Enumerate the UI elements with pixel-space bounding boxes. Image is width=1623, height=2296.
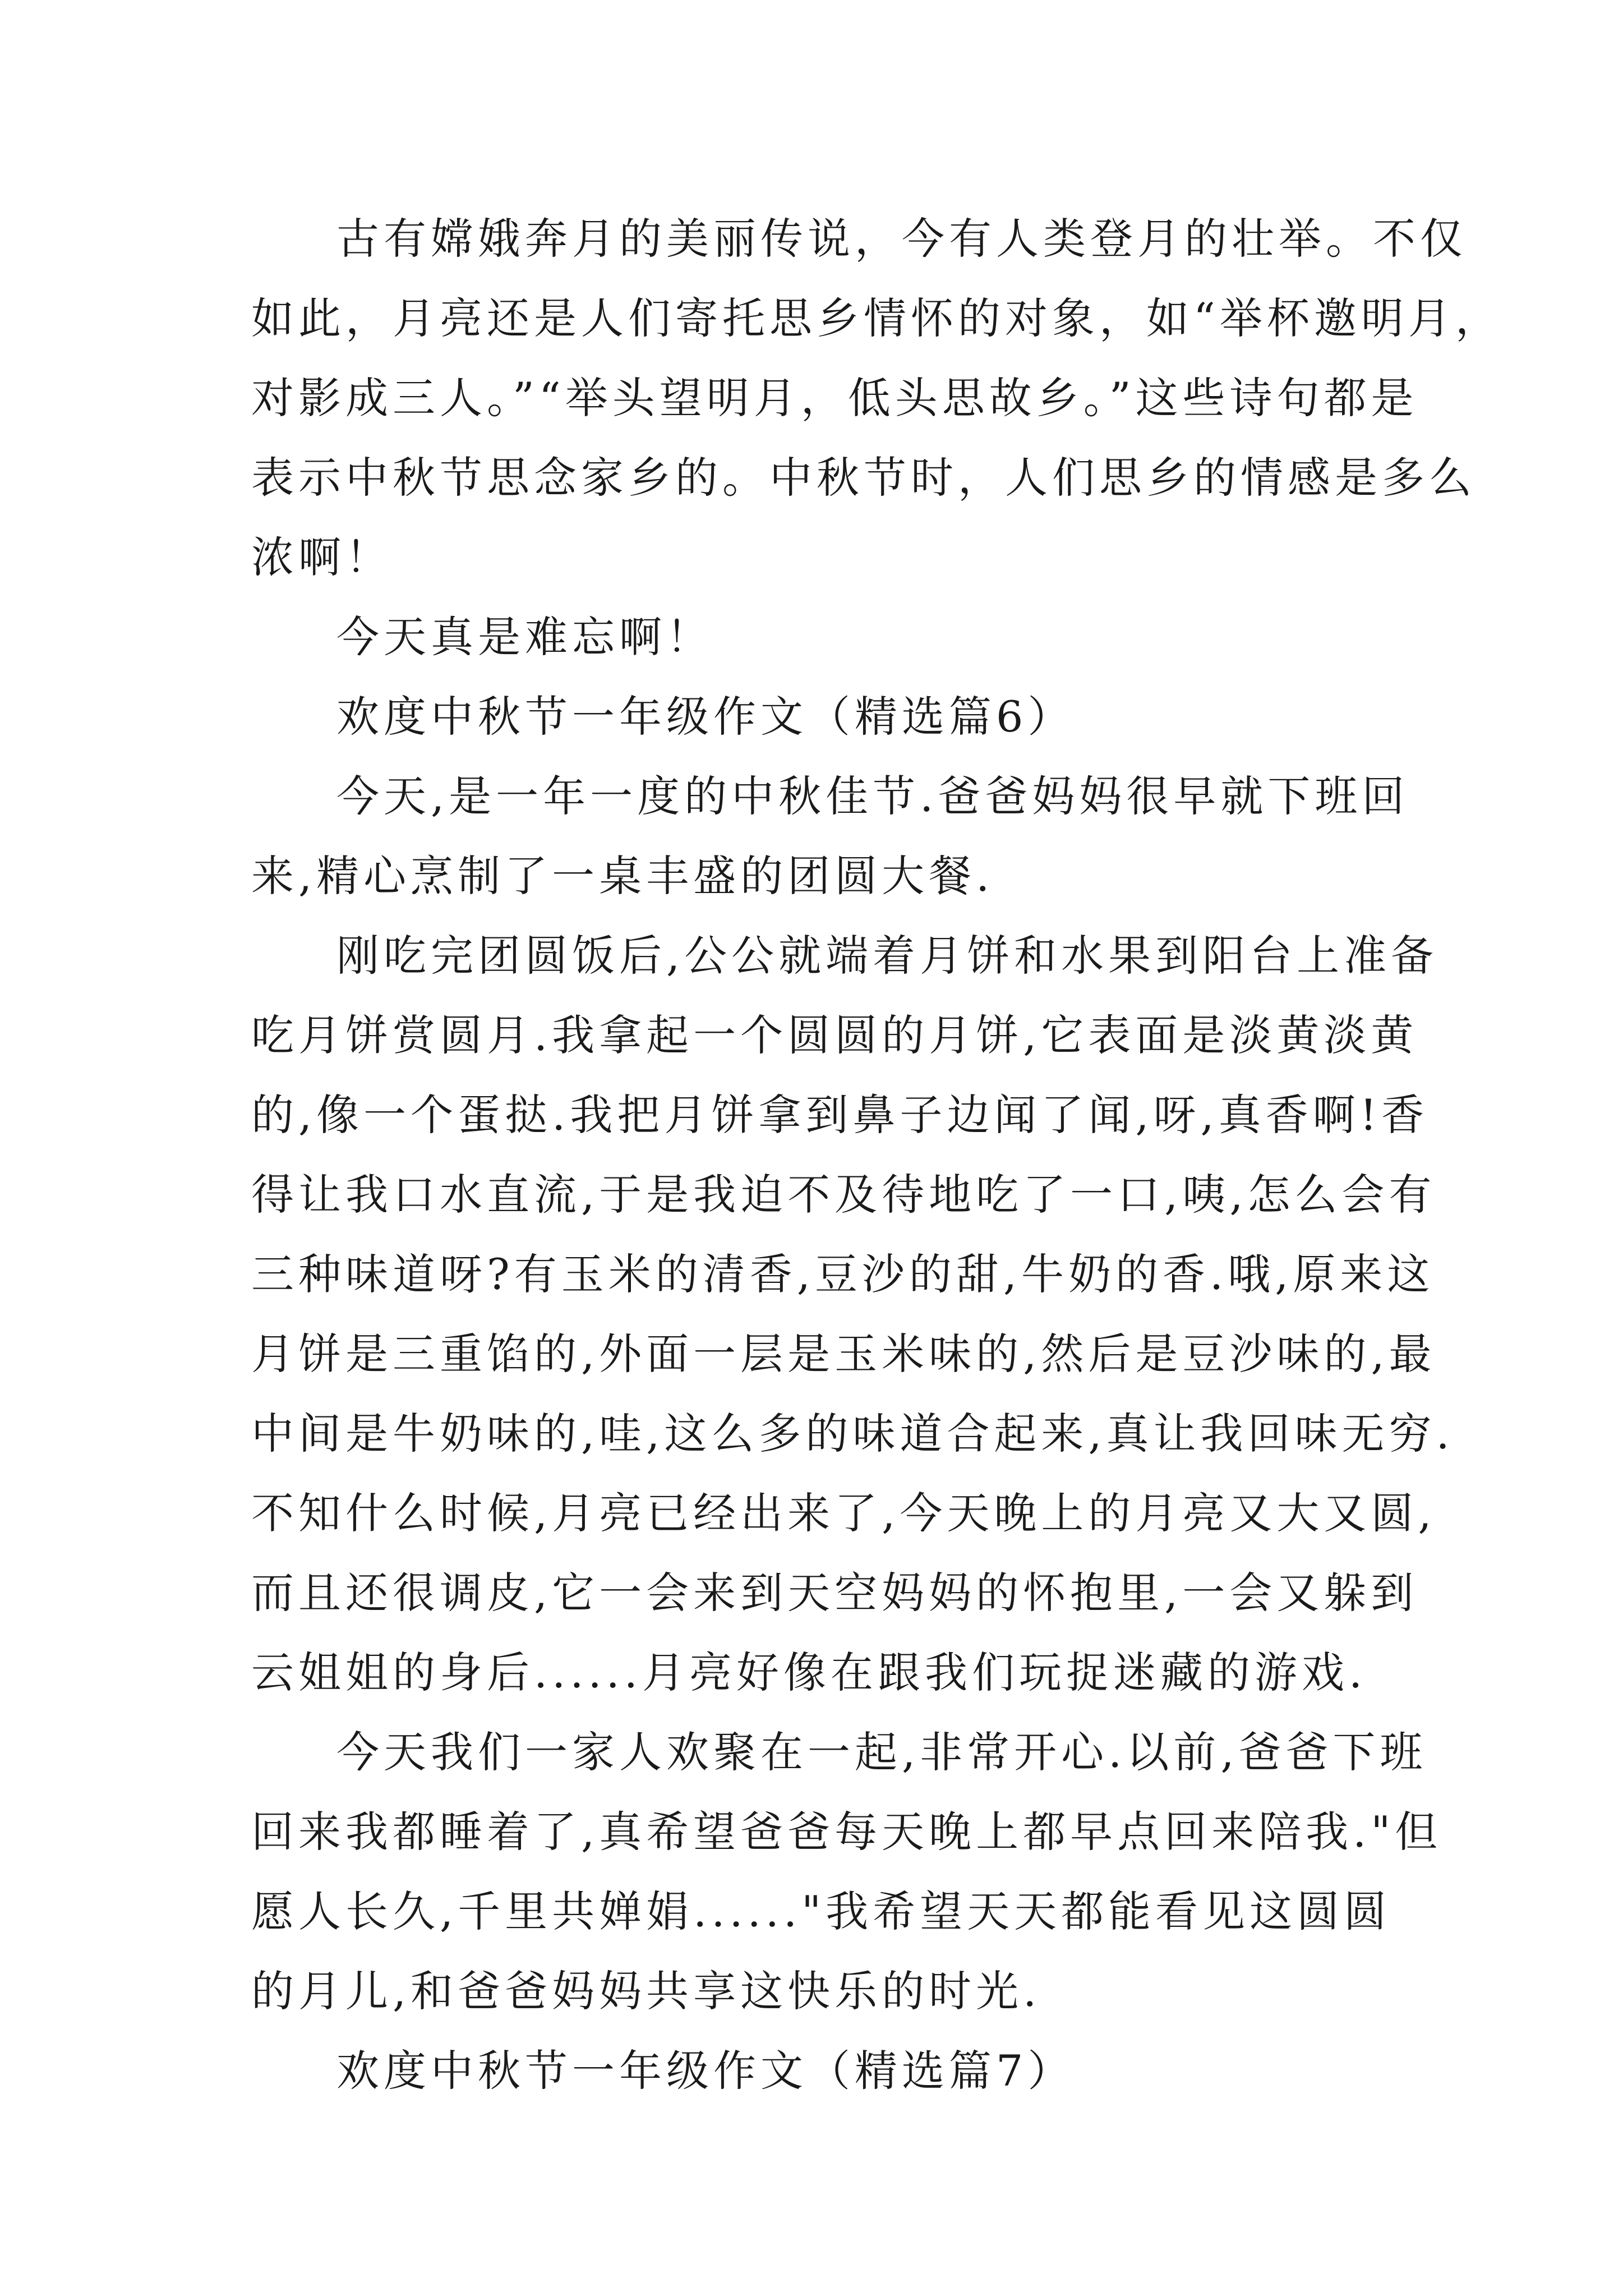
text-line: 如此，月亮还是人们寄托思乡情怀的对象，如“举杯邀明月， <box>251 293 1502 343</box>
text-line: 今天,是一年一度的中秋佳节.爸爸妈妈很早就下班回 <box>336 771 1409 821</box>
text-line: 的,像一个蛋挞.我把月饼拿到鼻子边闻了闻,呀,真香啊!香 <box>251 1090 1429 1140</box>
section-heading-7 <box>251 2031 1378 2111</box>
text-line: 古有嫦娥奔月的美丽传说，今有人类登月的壮举。不仅 <box>336 214 1467 264</box>
text-line: 不知什么时候,月亮已经出来了,今天晚上的月亮又大又圆, <box>251 1488 1436 1538</box>
section-title: 欢度中秋节一年级作文（精选篇6） <box>336 692 1075 742</box>
paragraph-festival-dinner <box>251 757 1409 916</box>
text-line: 中间是牛奶味的,哇,这么多的味道合起来,真让我回味无穷. <box>251 1409 1454 1458</box>
text-line: 今天我们一家人欢聚在一起,非常开心.以前,爸爸下班 <box>336 1727 1427 1777</box>
text-line: 愿人长久,千里共婵娟......"我希望天天都能看见这圆圆 <box>251 1887 1391 1936</box>
text-line: 而且还很调皮,它一会来到天空妈妈的怀抱里,一会又躲到 <box>251 1568 1418 1618</box>
text-line: 三种味道呀?有玉米的清香,豆沙的甜,牛奶的香.哦,原来这 <box>251 1249 1435 1299</box>
document-body <box>251 199 1502 2111</box>
text-line: 云姐姐的身后......月亮好像在跟我们玩捉迷藏的游戏. <box>251 1648 1367 1697</box>
text-line: 回来我都睡着了,真希望爸爸每天晚上都早点回来陪我."但 <box>251 1807 1442 1857</box>
section-heading-6 <box>251 677 1378 757</box>
text-line: 表示中秋节思念家乡的。中秋节时，人们思乡的情感是多么 <box>251 453 1476 503</box>
text-line: 吃月饼赏圆月.我拿起一个圆圆的月饼,它表面是淡黄淡黄 <box>251 1010 1418 1060</box>
paragraph-family-reunion <box>251 1713 1442 2031</box>
text-line: 月饼是三重馅的,外面一层是玉米味的,然后是豆沙味的,最 <box>251 1329 1436 1379</box>
text-line: 浓啊！ <box>251 532 393 582</box>
text-line: 来,精心烹制了一桌丰盛的团圆大餐. <box>251 851 994 901</box>
text-line: 得让我口水直流,于是我迫不及待地吃了一口,咦,怎么会有 <box>251 1170 1436 1220</box>
text-line: 的月儿,和爸爸妈妈共享这快乐的时光. <box>251 1966 1041 2016</box>
text-line: 今天真是难忘啊！ <box>336 612 713 662</box>
text-line: 对影成三人。”“举头望明月，低头思故乡。”这些诗句都是 <box>251 373 1418 423</box>
text-line: 刚吃完团圆饭后,公公就端着月饼和水果到阳台上准备 <box>336 931 1438 981</box>
paragraph-mooncake <box>251 916 1454 1713</box>
section-title: 欢度中秋节一年级作文（精选篇7） <box>336 2046 1075 2096</box>
paragraph-moon-legend <box>251 199 1502 597</box>
paragraph-unforgettable <box>251 597 1378 677</box>
